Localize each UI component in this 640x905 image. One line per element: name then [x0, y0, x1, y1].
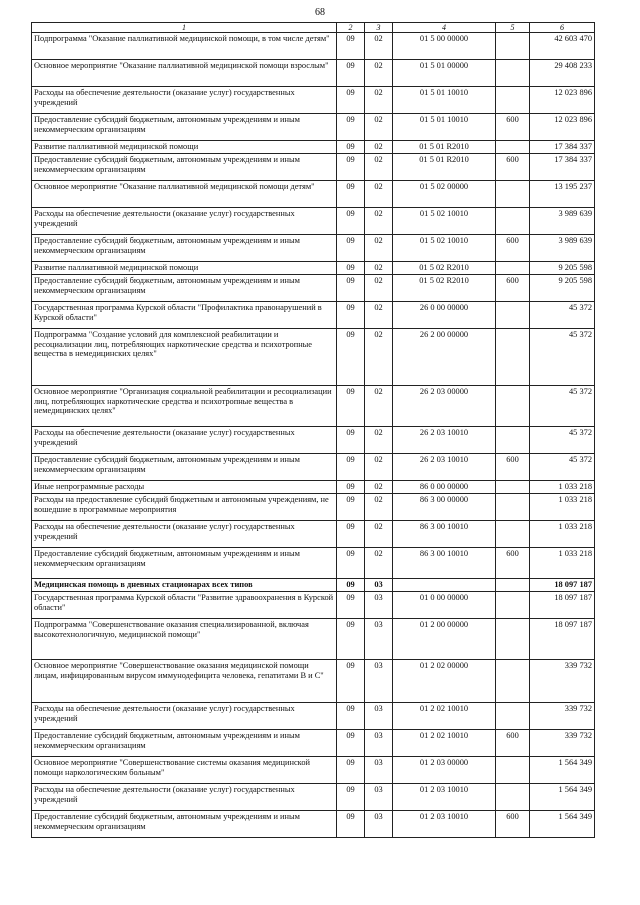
subsection-code: 02: [365, 302, 393, 329]
row-name: Предоставление субсидий бюджетным, автономным учреждениям и иным некоммерческим организациям: [32, 454, 337, 481]
section-code: 09: [337, 494, 365, 521]
section-code: 09: [337, 329, 365, 386]
amount: 339 732: [530, 703, 595, 730]
target-article-code: 01 5 00 00000: [393, 33, 496, 60]
subsection-code: 02: [365, 208, 393, 235]
expense-type-code: [496, 481, 530, 494]
expense-type-code: [496, 141, 530, 154]
amount: 45 372: [530, 302, 595, 329]
section-code: 09: [337, 730, 365, 757]
expense-type-code: [496, 87, 530, 114]
row-name: Предоставление субсидий бюджетным, автономным учреждениям и иным некоммерческим организациям: [32, 154, 337, 181]
row-name: Предоставление субсидий бюджетным, автономным учреждениям и иным некоммерческим организациям: [32, 811, 337, 838]
subsection-code: 02: [365, 154, 393, 181]
amount: 42 603 470: [530, 33, 595, 60]
target-article-code: 01 2 02 10010: [393, 703, 496, 730]
amount: 1 564 349: [530, 811, 595, 838]
amount: 339 732: [530, 730, 595, 757]
table-row: [32, 494, 595, 521]
row-name: Расходы на обеспечение деятельности (оказание услуг) государственных учреждений: [32, 87, 337, 114]
amount: 45 372: [530, 329, 595, 386]
expense-type-code: [496, 181, 530, 208]
row-name: Расходы на предоставление субсидий бюджетным и автономным учреждениям, не вошедшие в программные мероприятия: [32, 494, 337, 521]
table-row: [32, 329, 595, 386]
row-name: Государственная программа Курской области "Профилактика правонарушений в Курской области": [32, 302, 337, 329]
subsection-code: 03: [365, 784, 393, 811]
target-article-code: 01 5 01 00000: [393, 60, 496, 87]
row-name: Расходы на обеспечение деятельности (оказание услуг) государственных учреждений: [32, 427, 337, 454]
table-row: [32, 154, 595, 181]
table-row: [32, 87, 595, 114]
amount: 12 023 896: [530, 114, 595, 141]
subsection-code: 02: [365, 521, 393, 548]
row-name: Расходы на обеспечение деятельности (оказание услуг) государственных учреждений: [32, 521, 337, 548]
expense-type-code: [496, 427, 530, 454]
target-article-code: 01 2 00 00000: [393, 619, 496, 660]
expense-type-code: 600: [496, 154, 530, 181]
subsection-code: 02: [365, 386, 393, 427]
section-code: 09: [337, 87, 365, 114]
row-name: Развитие паллиативной медицинской помощи: [32, 262, 337, 275]
table-row: [32, 757, 595, 784]
table-row: [32, 592, 595, 619]
amount: 12 023 896: [530, 87, 595, 114]
subsection-code: 02: [365, 329, 393, 386]
target-article-code: 86 3 00 10010: [393, 521, 496, 548]
amount: 18 097 187: [530, 592, 595, 619]
row-name: Подпрограмма "Оказание паллиативной медицинской помощи, в том числе детям": [32, 33, 337, 60]
table-row: [32, 481, 595, 494]
target-article-code: 26 0 00 00000: [393, 302, 496, 329]
target-article-code: 01 2 03 00000: [393, 757, 496, 784]
expense-type-code: [496, 386, 530, 427]
page-number: 68: [315, 7, 325, 18]
section-code: 09: [337, 481, 365, 494]
section-code: 09: [337, 454, 365, 481]
section-code: 09: [337, 235, 365, 262]
expense-type-code: [496, 592, 530, 619]
amount: 1 033 218: [530, 481, 595, 494]
target-article-code: 01 5 02 R2010: [393, 262, 496, 275]
amount: 45 372: [530, 454, 595, 481]
row-name: Подпрограмма "Создание условий для комплексной реабилитации и ресоциализации лиц, потребляющих наркотические средства и психотропные вещества в немедицинских целях": [32, 329, 337, 386]
row-name: Расходы на обеспечение деятельности (оказание услуг) государственных учреждений: [32, 703, 337, 730]
expense-type-code: 600: [496, 275, 530, 302]
target-article-code: 01 2 02 00000: [393, 660, 496, 703]
subsection-code: 02: [365, 275, 393, 302]
expense-type-code: [496, 757, 530, 784]
table-row: [32, 60, 595, 87]
row-name: Иные непрограммные расходы: [32, 481, 337, 494]
section-code: 09: [337, 811, 365, 838]
expense-type-code: 600: [496, 114, 530, 141]
table-row: [32, 262, 595, 275]
expense-type-code: 600: [496, 548, 530, 579]
table-body: [32, 33, 595, 838]
amount: 17 384 337: [530, 141, 595, 154]
amount: 17 384 337: [530, 154, 595, 181]
subsection-code: 03: [365, 811, 393, 838]
target-article-code: 26 2 03 10010: [393, 454, 496, 481]
subsection-code: 02: [365, 60, 393, 87]
subsection-code: 02: [365, 481, 393, 494]
target-article-code: 86 3 00 10010: [393, 548, 496, 579]
amount: 9 205 598: [530, 262, 595, 275]
section-code: 09: [337, 33, 365, 60]
target-article-code: 01 5 02 00000: [393, 181, 496, 208]
expense-type-code: [496, 60, 530, 87]
target-article-code: 01 5 01 10010: [393, 114, 496, 141]
section-code: 09: [337, 181, 365, 208]
section-code: 09: [337, 757, 365, 784]
row-name: Основное мероприятие "Совершенствование оказания медицинской помощи лицам, инфицированным вирусом иммунодефицита человека, гепатитами В и С": [32, 660, 337, 703]
section-code: 09: [337, 114, 365, 141]
amount: 1 564 349: [530, 757, 595, 784]
target-article-code: 01 2 02 10010: [393, 730, 496, 757]
table-row: [32, 811, 595, 838]
table-row: [32, 386, 595, 427]
subsection-code: 03: [365, 579, 393, 592]
amount: 18 097 187: [530, 579, 595, 592]
section-code: 09: [337, 154, 365, 181]
subsection-code: 02: [365, 454, 393, 481]
header-cell: 4: [393, 23, 496, 33]
target-article-code: 26 2 03 00000: [393, 386, 496, 427]
row-name: Расходы на обеспечение деятельности (оказание услуг) государственных учреждений: [32, 208, 337, 235]
budget-table: [31, 22, 595, 838]
subsection-code: 02: [365, 262, 393, 275]
row-name: Расходы на обеспечение деятельности (оказание услуг) государственных учреждений: [32, 784, 337, 811]
table-row: [32, 181, 595, 208]
table-row: [32, 660, 595, 703]
subsection-code: 03: [365, 619, 393, 660]
row-name: Основное мероприятие "Совершенствование системы оказания медицинской помощи наркологическим больным": [32, 757, 337, 784]
table-row: [32, 548, 595, 579]
section-code: 09: [337, 660, 365, 703]
expense-type-code: [496, 660, 530, 703]
subsection-code: 02: [365, 548, 393, 579]
row-name: Государственная программа Курской области "Развитие здравоохранения в Курской области": [32, 592, 337, 619]
header-cell: 1: [32, 23, 337, 33]
section-code: 09: [337, 275, 365, 302]
subsection-code: 03: [365, 730, 393, 757]
subsection-code: 02: [365, 181, 393, 208]
target-article-code: 86 0 00 00000: [393, 481, 496, 494]
header-cell: 2: [337, 23, 365, 33]
expense-type-code: [496, 262, 530, 275]
table-row: [32, 235, 595, 262]
subsection-code: 03: [365, 592, 393, 619]
table-row: [32, 579, 595, 592]
row-name: Предоставление субсидий бюджетным, автономным учреждениям и иным некоммерческим организациям: [32, 235, 337, 262]
expense-type-code: [496, 494, 530, 521]
table-row: [32, 619, 595, 660]
row-name: Медицинская помощь в дневных стационарах всех типов: [32, 579, 337, 592]
amount: 13 195 237: [530, 181, 595, 208]
section-code: 09: [337, 579, 365, 592]
section-code: 09: [337, 427, 365, 454]
row-name: Основное мероприятие "Оказание паллиативной медицинской помощи детям": [32, 181, 337, 208]
expense-type-code: [496, 33, 530, 60]
subsection-code: 03: [365, 757, 393, 784]
row-name: Предоставление субсидий бюджетным, автономным учреждениям и иным некоммерческим организациям: [32, 114, 337, 141]
target-article-code: 01 5 01 R2010: [393, 154, 496, 181]
amount: 9 205 598: [530, 275, 595, 302]
table-row: [32, 33, 595, 60]
row-name: Основное мероприятие "Организация социальной реабилитации и ресоциализации лиц, потребляющих наркотические средства и психотропные вещества в немедицинских целях": [32, 386, 337, 427]
table-row: [32, 141, 595, 154]
row-name: Предоставление субсидий бюджетным, автономным учреждениям и иным некоммерческим организациям: [32, 275, 337, 302]
amount: 29 408 233: [530, 60, 595, 87]
subsection-code: 03: [365, 703, 393, 730]
target-article-code: 01 5 01 10010: [393, 87, 496, 114]
target-article-code: 01 2 03 10010: [393, 784, 496, 811]
target-article-code: 01 0 00 00000: [393, 592, 496, 619]
expense-type-code: [496, 784, 530, 811]
target-article-code: 01 5 02 10010: [393, 208, 496, 235]
expense-type-code: [496, 302, 530, 329]
header-row: [32, 23, 595, 33]
table-row: [32, 454, 595, 481]
row-name: Развитие паллиативной медицинской помощи: [32, 141, 337, 154]
header-cell: 3: [365, 23, 393, 33]
table-row: [32, 302, 595, 329]
expense-type-code: [496, 521, 530, 548]
target-article-code: 26 2 03 10010: [393, 427, 496, 454]
amount: 3 989 639: [530, 235, 595, 262]
subsection-code: 02: [365, 427, 393, 454]
target-article-code: 01 5 02 10010: [393, 235, 496, 262]
section-code: 09: [337, 521, 365, 548]
header-cell: 6: [530, 23, 595, 33]
expense-type-code: 600: [496, 454, 530, 481]
amount: 18 097 187: [530, 619, 595, 660]
row-name: Подпрограмма "Совершенствование оказания специализированной, включая высокотехнологичную, медицинской помощи": [32, 619, 337, 660]
amount: 1 564 349: [530, 784, 595, 811]
expense-type-code: [496, 703, 530, 730]
target-article-code: 01 5 02 R2010: [393, 275, 496, 302]
amount: 1 033 218: [530, 548, 595, 579]
subsection-code: 02: [365, 87, 393, 114]
section-code: 09: [337, 60, 365, 87]
section-code: 09: [337, 548, 365, 579]
table-row: [32, 784, 595, 811]
amount: 339 732: [530, 660, 595, 703]
table-row: [32, 114, 595, 141]
row-name: Основное мероприятие "Оказание паллиативной медицинской помощи взрослым": [32, 60, 337, 87]
target-article-code: 26 2 00 00000: [393, 329, 496, 386]
section-code: 09: [337, 619, 365, 660]
row-name: Предоставление субсидий бюджетным, автономным учреждениям и иным некоммерческим организациям: [32, 730, 337, 757]
target-article-code: 01 2 03 10010: [393, 811, 496, 838]
table-row: [32, 275, 595, 302]
amount: 1 033 218: [530, 494, 595, 521]
amount: 1 033 218: [530, 521, 595, 548]
amount: 45 372: [530, 386, 595, 427]
amount: 3 989 639: [530, 208, 595, 235]
section-code: 09: [337, 141, 365, 154]
table-row: [32, 730, 595, 757]
subsection-code: 02: [365, 114, 393, 141]
header-cell: 5: [496, 23, 530, 33]
section-code: 09: [337, 262, 365, 275]
subsection-code: 03: [365, 660, 393, 703]
table-row: [32, 208, 595, 235]
subsection-code: 02: [365, 141, 393, 154]
table-row: [32, 703, 595, 730]
expense-type-code: 600: [496, 235, 530, 262]
expense-type-code: 600: [496, 811, 530, 838]
expense-type-code: 600: [496, 730, 530, 757]
table-row: [32, 521, 595, 548]
subsection-code: 02: [365, 235, 393, 262]
expense-type-code: [496, 329, 530, 386]
section-code: 09: [337, 592, 365, 619]
table-row: [32, 427, 595, 454]
expense-type-code: [496, 579, 530, 592]
subsection-code: 02: [365, 494, 393, 521]
subsection-code: 02: [365, 33, 393, 60]
section-code: 09: [337, 208, 365, 235]
target-article-code: 86 3 00 00000: [393, 494, 496, 521]
target-article-code: 01 5 01 R2010: [393, 141, 496, 154]
amount: 45 372: [530, 427, 595, 454]
expense-type-code: [496, 208, 530, 235]
row-name: Предоставление субсидий бюджетным, автономным учреждениям и иным некоммерческим организациям: [32, 548, 337, 579]
section-code: 09: [337, 784, 365, 811]
section-code: 09: [337, 386, 365, 427]
section-code: 09: [337, 703, 365, 730]
target-article-code: [393, 579, 496, 592]
expense-type-code: [496, 619, 530, 660]
section-code: 09: [337, 302, 365, 329]
